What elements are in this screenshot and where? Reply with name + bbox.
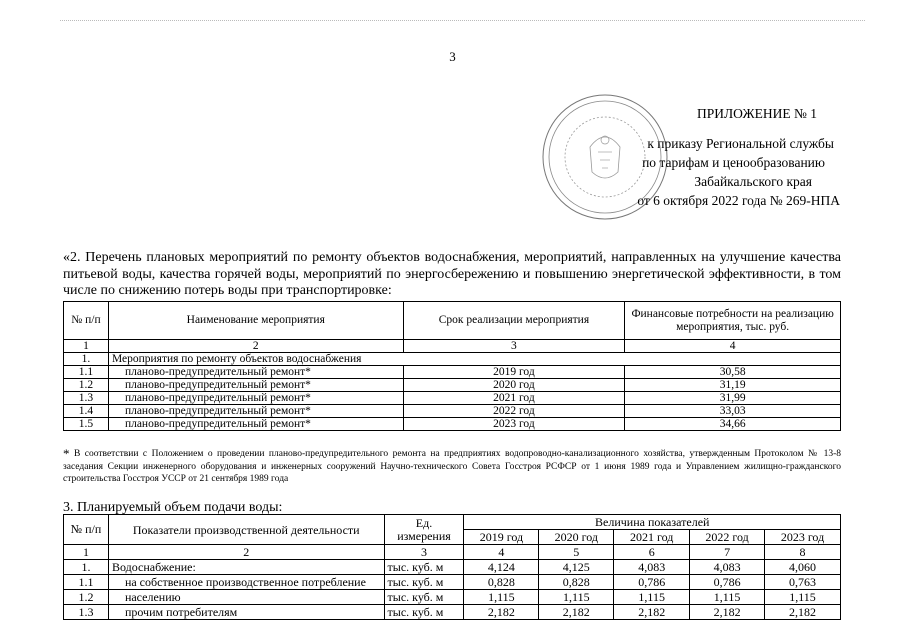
value-cell: 2,182: [690, 605, 765, 620]
measure-term: 2020 год: [403, 379, 625, 392]
row-number: 1.5: [64, 418, 109, 431]
row-number: 1.2: [64, 590, 109, 605]
table-row: [64, 575, 841, 590]
repair-measures-table: [63, 301, 841, 431]
row-number: 1.4: [64, 405, 109, 418]
scan-top-edge: [60, 20, 865, 21]
measure-term: 2022 год: [403, 405, 625, 418]
list-intro-paragraph: «2. Перечень плановых мероприятий по ремонту объектов водоснабжения, мероприятий, направленных на улучшение качества питьевой воды, качества горячей воды, мероприятий по энергосбережению и повышению энергетической эффективности, в том числе по снижению потерь воды при транспортировке:: [63, 250, 841, 298]
value-cell: 2,182: [614, 605, 690, 620]
water-supply-volume-table: [63, 514, 841, 620]
indicator-name: Водоснабжение:: [108, 560, 384, 575]
column-number: 2: [108, 340, 403, 353]
measure-cost: 30,58: [625, 366, 841, 379]
table-row: [64, 366, 841, 379]
measure-cost: 31,99: [625, 392, 841, 405]
value-cell: 0,786: [614, 575, 690, 590]
column-number: 4: [625, 340, 841, 353]
column-number-row: [64, 545, 841, 560]
column-number: 2: [108, 545, 384, 560]
measure-term: 2023 год: [403, 418, 625, 431]
value-cell: 4,060: [765, 560, 841, 575]
value-cell: 4,124: [464, 560, 539, 575]
row-number: 1.1: [64, 366, 109, 379]
table-header-row: [64, 302, 841, 340]
row-number: 1.: [64, 560, 109, 575]
table-header-row: [64, 515, 841, 530]
column-header: Величина показателей: [464, 515, 841, 530]
indicator-name: населению: [108, 590, 384, 605]
column-header: № п/п: [64, 302, 109, 340]
year-header: 2023 год: [765, 530, 841, 545]
column-header: Ед. измерения: [384, 515, 464, 545]
column-header: № п/п: [64, 515, 109, 545]
row-number: 1.3: [64, 605, 109, 620]
table-row: [64, 405, 841, 418]
table-row: [64, 379, 841, 392]
column-number: 4: [464, 545, 539, 560]
value-cell: 0,786: [690, 575, 765, 590]
value-cell: 2,182: [765, 605, 841, 620]
footnote: [63, 448, 841, 486]
unit: тыс. куб. м: [384, 575, 464, 590]
annex-line-4: от 6 октября 2022 года № 269-НПА: [637, 193, 840, 208]
table-row: [64, 605, 841, 620]
measure-name: планово-предупредительный ремонт*: [108, 379, 403, 392]
value-cell: 1,115: [690, 590, 765, 605]
value-cell: 1,115: [614, 590, 690, 605]
value-cell: 4,083: [614, 560, 690, 575]
value-cell: 2,182: [464, 605, 539, 620]
year-header: 2020 год: [539, 530, 614, 545]
row-number: 1.: [64, 353, 109, 366]
section-row: [64, 353, 841, 366]
measure-name: планово-предупредительный ремонт*: [108, 418, 403, 431]
value-cell: 1,115: [539, 590, 614, 605]
table-row: [64, 560, 841, 575]
value-cell: 0,763: [765, 575, 841, 590]
page-number: 3: [449, 49, 456, 64]
column-header: Срок реализации мероприятия: [403, 302, 625, 340]
column-header: Наименование мероприятия: [108, 302, 403, 340]
indicator-name: на собственное производственное потребление: [108, 575, 384, 590]
row-number: 1.3: [64, 392, 109, 405]
column-number: 1: [64, 545, 109, 560]
table-row: [64, 418, 841, 431]
year-header: 2021 год: [614, 530, 690, 545]
unit: тыс. куб. м: [384, 560, 464, 575]
value-cell: 2,182: [539, 605, 614, 620]
indicator-name: прочим потребителям: [108, 605, 384, 620]
annex-title: ПРИЛОЖЕНИЕ № 1: [696, 106, 817, 121]
value-cell: 1,115: [464, 590, 539, 605]
row-number: 1.2: [64, 379, 109, 392]
measure-cost: 34,66: [625, 418, 841, 431]
measure-name: планово-предупредительный ремонт*: [108, 405, 403, 418]
measure-term: 2019 год: [403, 366, 625, 379]
measure-name: планово-предупредительный ремонт*: [108, 366, 403, 379]
value-cell: 0,828: [539, 575, 614, 590]
year-header: 2019 год: [464, 530, 539, 545]
value-cell: 4,083: [690, 560, 765, 575]
annex-line-2: по тарифам и ценообразованию: [642, 155, 825, 170]
measure-term: 2021 год: [403, 392, 625, 405]
value-cell: 4,125: [539, 560, 614, 575]
column-number: 8: [765, 545, 841, 560]
column-header: Финансовые потребности на реализацию мероприятия, тыс. руб.: [625, 302, 841, 340]
year-header: 2022 год: [690, 530, 765, 545]
section-title: Мероприятия по ремонту объектов водоснабжения: [108, 353, 840, 366]
value-cell: 1,115: [765, 590, 841, 605]
column-number-row: [64, 340, 841, 353]
column-number: 5: [539, 545, 614, 560]
measure-name: планово-предупредительный ремонт*: [108, 392, 403, 405]
annex-line-1: к приказу Региональной службы: [647, 136, 834, 151]
column-number: 3: [384, 545, 464, 560]
table-row: [64, 392, 841, 405]
measure-cost: 33,03: [625, 405, 841, 418]
annex-line-3: Забайкальского края: [694, 174, 812, 189]
column-number: 6: [614, 545, 690, 560]
column-number: 1: [64, 340, 109, 353]
footnote-text: В соответствии с Положением о проведении планово-предупредительного ремонта на предприятиях водопроводно-канализационного хозяйства, утвержденным Протоколом № 13-8 заседания Секции инженерного оборудования и инженерных сооружений Научно-технического Совета Госстроя РСФСР от 1 июня 1989 года и Управлением жилищно-гражданского строительства Госстроя УССР от 21 сентября 1989 года: [63, 449, 841, 484]
value-cell: 0,828: [464, 575, 539, 590]
unit: тыс. куб. м: [384, 590, 464, 605]
footnote-mark: *: [63, 446, 70, 461]
column-number: 7: [690, 545, 765, 560]
measure-cost: 31,19: [625, 379, 841, 392]
unit: тыс. куб. м: [384, 605, 464, 620]
column-header: Показатели производственной деятельности: [108, 515, 384, 545]
table-row: [64, 590, 841, 605]
column-number: 3: [403, 340, 625, 353]
section-3-title: 3. Планируемый объем подачи воды:: [63, 500, 283, 515]
row-number: 1.1: [64, 575, 109, 590]
